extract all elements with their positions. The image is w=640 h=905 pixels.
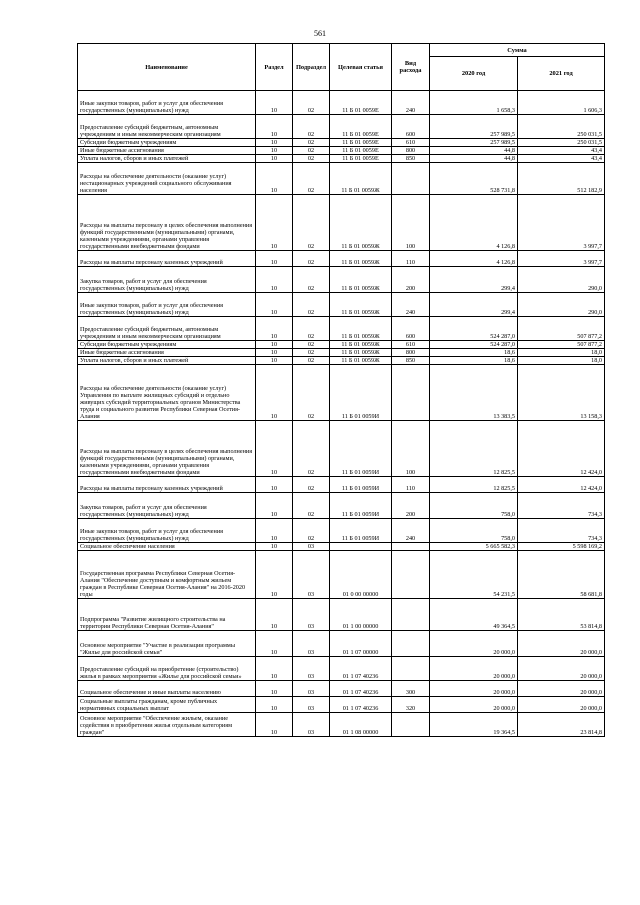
cell-name: Субсидии бюджетным учреждениям — [78, 341, 256, 349]
cell-target: 01 1 08 00000 — [330, 713, 392, 737]
cell-name: Социальное обеспечение и иные выплаты населению — [78, 681, 256, 697]
cell-amount-2021: 43,4 — [518, 147, 605, 155]
cell-target: 01 1 07 40236 — [330, 697, 392, 713]
cell-section: 10 — [256, 349, 293, 357]
cell-amount-2021: 23 814,8 — [518, 713, 605, 737]
header-sum: Сумма — [430, 44, 605, 57]
cell-name: Предоставление субсидий бюджетным, автономным учреждениям и иным некоммерческим организациям — [78, 317, 256, 341]
cell-target: 11 Б 01 0059Е — [330, 115, 392, 139]
table-row — [78, 91, 605, 115]
cell-expense-type: 240 — [392, 519, 430, 543]
cell-name: Расходы на выплаты персоналу в целях обеспечения выполнения функций государственными (муниципальными) органами, казенными учреждениями, органами управления государственными внебюджетными фондами — [78, 195, 256, 251]
header-subsection: Подраздел — [293, 44, 330, 91]
cell-name: Уплата налогов, сборов и иных платежей — [78, 155, 256, 163]
cell-subsection: 02 — [293, 195, 330, 251]
cell-target: 11 Б 01 0059Ж — [330, 349, 392, 357]
cell-subsection: 03 — [293, 713, 330, 737]
table-row — [78, 365, 605, 421]
cell-target: 11 Б 01 0059Ж — [330, 267, 392, 293]
cell-amount-2020: 257 989,5 — [430, 139, 518, 147]
cell-name: Предоставление субсидий бюджетным, автономным учреждениям и иным некоммерческим организациям — [78, 115, 256, 139]
cell-name: Закупка товаров, работ и услуг для обеспечения государственных (муниципальных) нужд — [78, 493, 256, 519]
cell-name: Расходы на обеспечение деятельности (оказание услуг) нестационарных учреждений социального обслуживания населения — [78, 163, 256, 195]
table-row — [78, 115, 605, 139]
cell-target: 11 Б 01 0059Е — [330, 139, 392, 147]
table-row — [78, 139, 605, 147]
cell-target: 11 Б 01 0059И — [330, 477, 392, 493]
cell-section: 10 — [256, 155, 293, 163]
cell-subsection: 02 — [293, 139, 330, 147]
table-row — [78, 681, 605, 697]
table-row — [78, 341, 605, 349]
cell-expense-type: 850 — [392, 155, 430, 163]
cell-subsection: 02 — [293, 493, 330, 519]
cell-expense-type — [392, 543, 430, 551]
cell-subsection: 02 — [293, 155, 330, 163]
cell-subsection: 02 — [293, 357, 330, 365]
cell-amount-2020: 758,0 — [430, 493, 518, 519]
cell-subsection: 02 — [293, 293, 330, 317]
cell-amount-2021: 20 000,0 — [518, 681, 605, 697]
cell-expense-type: 850 — [392, 357, 430, 365]
cell-amount-2021: 250 031,5 — [518, 115, 605, 139]
cell-expense-type: 200 — [392, 493, 430, 519]
cell-target: 11 Б 01 0059Ж — [330, 293, 392, 317]
cell-amount-2021: 12 424,0 — [518, 421, 605, 477]
cell-expense-type: 110 — [392, 251, 430, 267]
cell-section: 10 — [256, 365, 293, 421]
table-row — [78, 697, 605, 713]
cell-name: Расходы на выплаты персоналу казенных учреждений — [78, 251, 256, 267]
cell-section: 10 — [256, 341, 293, 349]
table-row — [78, 357, 605, 365]
cell-subsection: 03 — [293, 631, 330, 657]
cell-section: 10 — [256, 713, 293, 737]
cell-subsection: 03 — [293, 551, 330, 599]
cell-amount-2021: 58 681,8 — [518, 551, 605, 599]
cell-section: 10 — [256, 251, 293, 267]
cell-amount-2021: 512 182,9 — [518, 163, 605, 195]
cell-expense-type: 600 — [392, 115, 430, 139]
cell-amount-2020: 299,4 — [430, 293, 518, 317]
cell-amount-2020: 12 825,5 — [430, 421, 518, 477]
cell-target: 11 Б 01 0059И — [330, 421, 392, 477]
cell-name: Закупка товаров, работ и услуг для обеспечения государственных (муниципальных) нужд — [78, 267, 256, 293]
cell-subsection: 02 — [293, 365, 330, 421]
header-section: Раздел — [256, 44, 293, 91]
table-row — [78, 163, 605, 195]
cell-expense-type — [392, 599, 430, 631]
cell-amount-2020: 49 364,5 — [430, 599, 518, 631]
cell-amount-2020: 18,6 — [430, 349, 518, 357]
cell-section: 10 — [256, 267, 293, 293]
table-row — [78, 543, 605, 551]
cell-section: 10 — [256, 551, 293, 599]
table-row — [78, 551, 605, 599]
cell-amount-2020: 18,6 — [430, 357, 518, 365]
cell-amount-2020: 44,8 — [430, 147, 518, 155]
cell-subsection: 02 — [293, 251, 330, 267]
cell-subsection: 03 — [293, 681, 330, 697]
cell-expense-type — [392, 551, 430, 599]
cell-amount-2021: 18,0 — [518, 349, 605, 357]
cell-subsection: 02 — [293, 317, 330, 341]
cell-subsection: 02 — [293, 477, 330, 493]
cell-subsection: 02 — [293, 341, 330, 349]
cell-target: 11 Б 01 0059Ж — [330, 317, 392, 341]
table-row — [78, 657, 605, 681]
cell-amount-2021: 250 031,5 — [518, 139, 605, 147]
cell-amount-2021: 290,0 — [518, 267, 605, 293]
table-row — [78, 267, 605, 293]
cell-expense-type — [392, 657, 430, 681]
cell-amount-2020: 5 665 582,3 — [430, 543, 518, 551]
cell-name: Расходы на выплаты персоналу в целях обеспечения выполнения функций государственными (муниципальными) органами, казенными учреждениями, органами управления государственными внебюджетными фондами — [78, 421, 256, 477]
cell-expense-type: 610 — [392, 139, 430, 147]
cell-expense-type: 100 — [392, 421, 430, 477]
cell-expense-type — [392, 713, 430, 737]
cell-expense-type: 200 — [392, 267, 430, 293]
cell-expense-type: 600 — [392, 317, 430, 341]
cell-expense-type: 110 — [392, 477, 430, 493]
cell-target: 11 Б 01 0059Е — [330, 147, 392, 155]
header-expense-type: Вид расхода — [392, 44, 430, 91]
cell-expense-type: 800 — [392, 147, 430, 155]
cell-target — [330, 543, 392, 551]
cell-amount-2020: 20 000,0 — [430, 681, 518, 697]
header-2021: 2021 год — [518, 57, 605, 91]
cell-amount-2021: 3 997,7 — [518, 195, 605, 251]
cell-amount-2020: 299,4 — [430, 267, 518, 293]
cell-subsection: 03 — [293, 657, 330, 681]
budget-table — [77, 43, 605, 737]
cell-subsection: 02 — [293, 421, 330, 477]
table-row — [78, 293, 605, 317]
table-row — [78, 251, 605, 267]
table-row — [78, 147, 605, 155]
table-row — [78, 421, 605, 477]
cell-name: Основное мероприятие "Обеспечение жильем, оказание содействия в приобретении жилья отдельным категориям граждан" — [78, 713, 256, 737]
table-row — [78, 631, 605, 657]
table-row — [78, 349, 605, 357]
cell-amount-2020: 1 658,3 — [430, 91, 518, 115]
cell-section: 10 — [256, 317, 293, 341]
cell-expense-type: 100 — [392, 195, 430, 251]
cell-expense-type: 320 — [392, 697, 430, 713]
cell-name: Иные бюджетные ассигнования — [78, 147, 256, 155]
table-row — [78, 493, 605, 519]
cell-section: 10 — [256, 631, 293, 657]
cell-section: 10 — [256, 681, 293, 697]
table-row — [78, 317, 605, 341]
cell-name: Расходы на выплаты персоналу казенных учреждений — [78, 477, 256, 493]
cell-amount-2020: 20 000,0 — [430, 657, 518, 681]
cell-amount-2021: 13 158,3 — [518, 365, 605, 421]
cell-subsection: 02 — [293, 267, 330, 293]
cell-target: 11 Б 01 0059Ж — [330, 357, 392, 365]
cell-section: 10 — [256, 543, 293, 551]
cell-subsection: 02 — [293, 147, 330, 155]
cell-expense-type: 800 — [392, 349, 430, 357]
cell-expense-type: 240 — [392, 293, 430, 317]
cell-amount-2021: 43,4 — [518, 155, 605, 163]
cell-name: Социальные выплаты гражданам, кроме публичных нормативных социальных выплат — [78, 697, 256, 713]
cell-amount-2021: 18,0 — [518, 357, 605, 365]
cell-target: 11 Б 01 0059Ж — [330, 163, 392, 195]
cell-section: 10 — [256, 139, 293, 147]
cell-amount-2020: 12 825,5 — [430, 477, 518, 493]
cell-name: Иные бюджетные ассигнования — [78, 349, 256, 357]
cell-amount-2021: 12 424,0 — [518, 477, 605, 493]
cell-target: 01 1 00 00000 — [330, 599, 392, 631]
table-row — [78, 477, 605, 493]
cell-target: 01 1 07 40236 — [330, 657, 392, 681]
cell-subsection: 03 — [293, 599, 330, 631]
cell-section: 10 — [256, 657, 293, 681]
cell-expense-type — [392, 163, 430, 195]
cell-expense-type — [392, 365, 430, 421]
cell-amount-2021: 3 997,7 — [518, 251, 605, 267]
cell-section: 10 — [256, 357, 293, 365]
cell-target: 11 Б 01 0059И — [330, 365, 392, 421]
table-row — [78, 519, 605, 543]
cell-subsection: 03 — [293, 697, 330, 713]
cell-subsection: 02 — [293, 163, 330, 195]
cell-section: 10 — [256, 293, 293, 317]
header-target: Целевая статья — [330, 44, 392, 91]
cell-subsection: 02 — [293, 519, 330, 543]
cell-name: Основное мероприятие "Участие в реализации программы "Жилье для российской семьи" — [78, 631, 256, 657]
cell-amount-2020: 44,8 — [430, 155, 518, 163]
cell-amount-2021: 1 606,3 — [518, 91, 605, 115]
cell-target: 11 Б 01 0059Ж — [330, 251, 392, 267]
cell-name: Предоставление субсидий на приобретение (строительство) жилья в рамках мероприятия «Жилье для российской семьи» — [78, 657, 256, 681]
cell-amount-2021: 734,3 — [518, 519, 605, 543]
cell-target: 11 Б 01 0059И — [330, 519, 392, 543]
cell-section: 10 — [256, 147, 293, 155]
cell-amount-2020: 524 287,0 — [430, 341, 518, 349]
cell-name: Иные закупки товаров, работ и услуг для обеспечения государственных (муниципальных) нужд — [78, 519, 256, 543]
cell-name: Уплата налогов, сборов и иных платежей — [78, 357, 256, 365]
cell-name: Иные закупки товаров, работ и услуг для обеспечения государственных (муниципальных) нужд — [78, 91, 256, 115]
cell-amount-2021: 20 000,0 — [518, 631, 605, 657]
cell-section: 10 — [256, 91, 293, 115]
cell-amount-2021: 20 000,0 — [518, 697, 605, 713]
cell-target: 11 Б 01 0059Ж — [330, 195, 392, 251]
table-row — [78, 195, 605, 251]
cell-name: Подпрограмма "Развитие жилищного строительства на территории Республики Северная Осетия-Алания" — [78, 599, 256, 631]
cell-subsection: 03 — [293, 543, 330, 551]
cell-section: 10 — [256, 519, 293, 543]
cell-expense-type: 300 — [392, 681, 430, 697]
cell-name: Государственная программа Республики Северная Осетия-Алания "Обеспечение доступным и комфортным жильем граждан в Республике Северная Осетия-Алания" на 2016-2020 годы — [78, 551, 256, 599]
cell-target: 11 Б 01 0059Е — [330, 91, 392, 115]
cell-subsection: 02 — [293, 91, 330, 115]
table-row — [78, 713, 605, 737]
cell-amount-2021: 5 598 169,2 — [518, 543, 605, 551]
cell-amount-2020: 758,0 — [430, 519, 518, 543]
cell-target: 11 Б 01 0059И — [330, 493, 392, 519]
cell-amount-2020: 524 287,0 — [430, 317, 518, 341]
cell-amount-2020: 20 000,0 — [430, 631, 518, 657]
cell-amount-2021: 507 877,2 — [518, 341, 605, 349]
cell-amount-2020: 19 364,5 — [430, 713, 518, 737]
table-row — [78, 155, 605, 163]
cell-section: 10 — [256, 115, 293, 139]
cell-target: 01 1 07 00000 — [330, 631, 392, 657]
cell-amount-2020: 20 000,0 — [430, 697, 518, 713]
cell-section: 10 — [256, 697, 293, 713]
cell-name: Субсидии бюджетным учреждениям — [78, 139, 256, 147]
cell-target: 11 Б 01 0059Ж — [330, 341, 392, 349]
cell-expense-type: 610 — [392, 341, 430, 349]
cell-amount-2020: 4 126,8 — [430, 195, 518, 251]
cell-amount-2021: 53 814,8 — [518, 599, 605, 631]
cell-expense-type — [392, 631, 430, 657]
cell-subsection: 02 — [293, 115, 330, 139]
cell-section: 10 — [256, 195, 293, 251]
cell-target: 01 0 00 00000 — [330, 551, 392, 599]
cell-amount-2020: 257 989,5 — [430, 115, 518, 139]
header-2020: 2020 год — [430, 57, 518, 91]
cell-amount-2020: 54 231,5 — [430, 551, 518, 599]
cell-name: Социальное обеспечение населения — [78, 543, 256, 551]
cell-amount-2021: 20 000,0 — [518, 657, 605, 681]
table-row — [78, 599, 605, 631]
cell-amount-2020: 528 731,8 — [430, 163, 518, 195]
page-number: 561 — [314, 29, 326, 38]
cell-name: Расходы на обеспечение деятельности (оказание услуг) Управления по выплате жилищных субсидий и отдельно живущих субсидий территориальных органов Министерства труда и социального развития Республики Северная Осетия-Алания — [78, 365, 256, 421]
cell-name: Иные закупки товаров, работ и услуг для обеспечения государственных (муниципальных) нужд — [78, 293, 256, 317]
cell-target: 11 Б 01 0059Е — [330, 155, 392, 163]
cell-section: 10 — [256, 493, 293, 519]
cell-target: 01 1 07 40236 — [330, 681, 392, 697]
cell-amount-2020: 4 126,8 — [430, 251, 518, 267]
header-name: Наименование — [78, 44, 256, 91]
cell-section: 10 — [256, 421, 293, 477]
table-body — [78, 91, 605, 737]
cell-amount-2021: 734,3 — [518, 493, 605, 519]
cell-amount-2021: 290,0 — [518, 293, 605, 317]
cell-subsection: 02 — [293, 349, 330, 357]
cell-section: 10 — [256, 477, 293, 493]
cell-section: 10 — [256, 163, 293, 195]
cell-amount-2021: 507 877,2 — [518, 317, 605, 341]
cell-expense-type: 240 — [392, 91, 430, 115]
cell-amount-2020: 13 383,5 — [430, 365, 518, 421]
cell-section: 10 — [256, 599, 293, 631]
